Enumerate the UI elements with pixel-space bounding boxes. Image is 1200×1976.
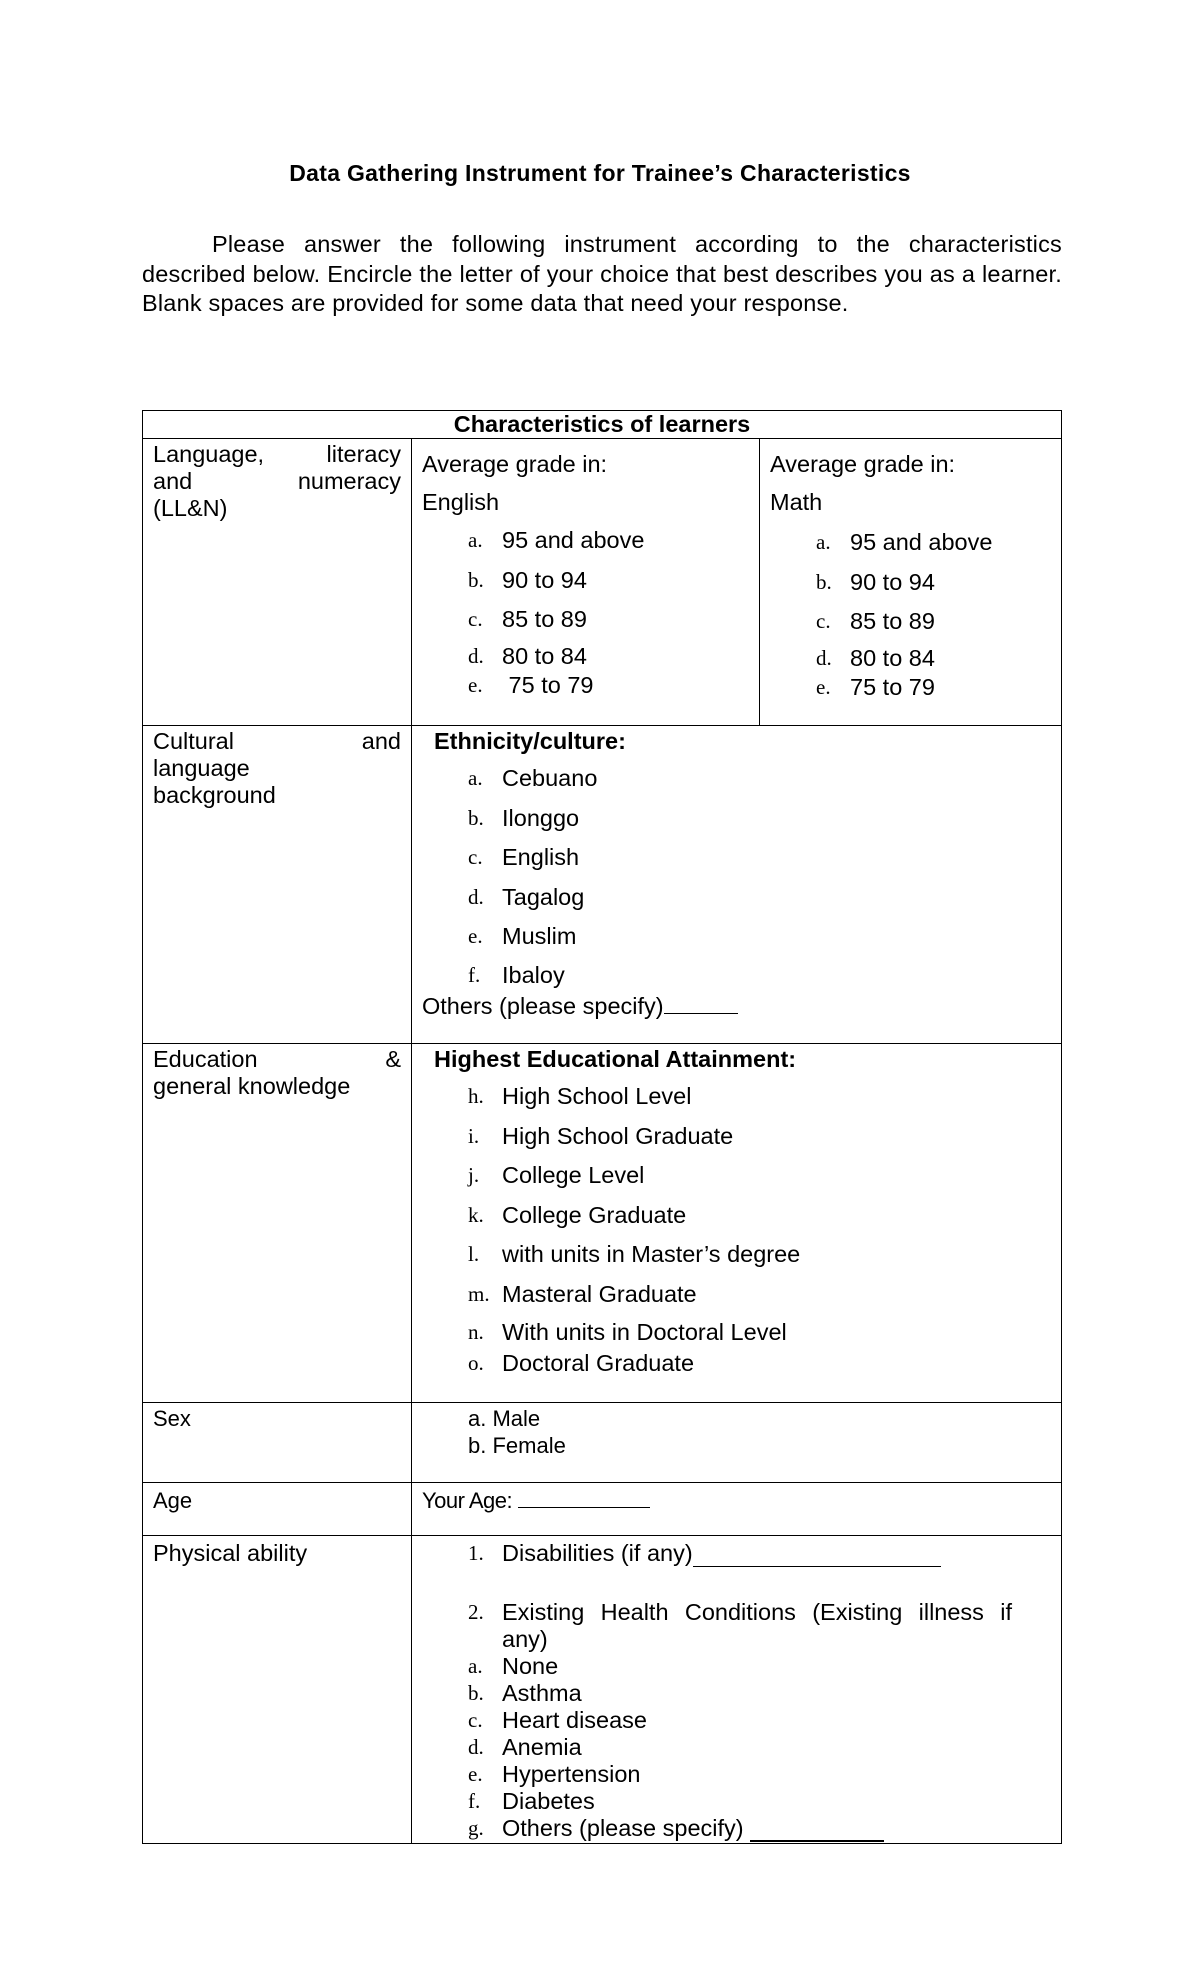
culture-cell: Ethnicity/culture: a. Cebuano b. Ilonggo c. English d. Tagalog e. Muslim f. Ibaloy Others (please specify) bbox=[412, 726, 1062, 1044]
health-option[interactable]: e. Hypertension bbox=[468, 1761, 641, 1787]
table-row-sex bbox=[143, 1403, 1062, 1483]
english-option[interactable]: e. 75 to 79 bbox=[468, 671, 594, 698]
math-grade-column: Average grade in: Math a. 95 and above b. 90 to 94 c. 85 to 89 d. 80 to 84 e. 75 to 79 bbox=[760, 439, 1061, 725]
education-option[interactable]: o. Doctoral Graduate bbox=[468, 1350, 695, 1376]
education-option[interactable]: k. College Graduate bbox=[468, 1201, 687, 1228]
culture-option[interactable]: c. English bbox=[468, 844, 580, 870]
math-option[interactable]: d. 80 to 84 bbox=[816, 644, 935, 671]
lln-grades-cell bbox=[412, 439, 1062, 726]
english-option[interactable]: c. 85 to 89 bbox=[468, 606, 587, 632]
education-option[interactable]: h. High School Level bbox=[468, 1083, 692, 1109]
table-row-age bbox=[143, 1483, 1062, 1536]
english-option[interactable]: b. 90 to 94 bbox=[468, 566, 587, 593]
table-row-culture bbox=[143, 726, 1062, 1044]
health-option[interactable]: c. Heart disease bbox=[468, 1707, 647, 1733]
instructions-paragraph: Please answer the following instrument according to the characteristics described below. Encircle the letter of your choice that best describes you as a learner. Blank spaces are provided for some data that need your response. bbox=[142, 231, 1062, 316]
sex-option[interactable]: a. Male bbox=[468, 1406, 541, 1431]
english-grade-column: Average grade in: English a. 95 and above b. 90 to 94 c. 85 to 89 d. 80 to 84 e. 75 to 79 bbox=[412, 439, 760, 725]
row-label-age: Age bbox=[143, 1483, 412, 1536]
math-option[interactable]: a. 95 and above bbox=[816, 529, 993, 555]
sex-cell bbox=[412, 1403, 1062, 1483]
health-option-others[interactable]: g. Others (please specify) bbox=[468, 1815, 1051, 1842]
disabilities-field[interactable]: 1. Disabilities (if any) bbox=[468, 1540, 1051, 1567]
education-cell: Highest Educational Attainment: h. High School Level i. High School Graduate j. College Level k. College Graduate l. with units in Master’s degree m. Masteral Graduate n. With units in Doctoral Level o. Doctoral Graduate bbox=[412, 1044, 1062, 1403]
culture-others-field[interactable]: Others (please specify) bbox=[422, 993, 1051, 1020]
table-row-physical bbox=[143, 1536, 1062, 1844]
culture-option[interactable]: f. Ibaloy bbox=[468, 961, 565, 988]
row-label-education: Education & general knowledge bbox=[143, 1044, 412, 1403]
physical-cell bbox=[412, 1536, 1062, 1844]
health-option[interactable]: b. Asthma bbox=[468, 1680, 582, 1706]
math-option[interactable]: b. 90 to 94 bbox=[816, 568, 935, 595]
culture-option[interactable]: e. Muslim bbox=[468, 923, 577, 949]
education-option[interactable]: j. College Level bbox=[468, 1162, 645, 1188]
english-option[interactable]: a. 95 and above bbox=[468, 527, 645, 553]
education-option[interactable]: m. Masteral Graduate bbox=[468, 1280, 697, 1307]
health-option[interactable]: f. Diabetes bbox=[468, 1788, 595, 1814]
english-option[interactable]: d. 80 to 84 bbox=[468, 642, 587, 669]
education-option[interactable]: i. High School Graduate bbox=[468, 1122, 734, 1149]
sex-option[interactable]: b. Female bbox=[468, 1433, 566, 1458]
education-option[interactable]: n. With units in Doctoral Level bbox=[468, 1319, 787, 1345]
table-header: Characteristics of learners bbox=[143, 411, 1062, 439]
characteristics-table bbox=[142, 410, 1062, 1844]
math-option[interactable]: e. 75 to 79 bbox=[816, 673, 935, 700]
culture-option[interactable]: a. Cebuano bbox=[468, 765, 598, 791]
age-field[interactable]: Your Age: bbox=[412, 1483, 1062, 1536]
row-label-culture: Cultural and language background bbox=[143, 726, 412, 1044]
table-row-education bbox=[143, 1044, 1062, 1403]
math-option[interactable]: c. 85 to 89 bbox=[816, 608, 935, 634]
education-option[interactable]: l. with units in Master’s degree bbox=[468, 1241, 801, 1267]
health-conditions-question: 2. Existing Health Conditions (Existing illness if any) bbox=[468, 1599, 1012, 1652]
culture-option[interactable]: d. Tagalog bbox=[468, 883, 585, 910]
row-label-physical: Physical ability bbox=[143, 1536, 412, 1844]
row-label-sex: Sex bbox=[143, 1403, 412, 1483]
health-option[interactable]: d. Anemia bbox=[468, 1734, 582, 1760]
document-title: Data Gathering Instrument for Trainee’s Characteristics bbox=[289, 160, 911, 186]
health-option[interactable]: a. None bbox=[468, 1653, 559, 1679]
culture-option[interactable]: b. Ilonggo bbox=[468, 804, 580, 831]
row-label-lln: Language, literacy and numeracy (LL&N) bbox=[143, 439, 412, 726]
table-row-lln bbox=[143, 439, 1062, 726]
